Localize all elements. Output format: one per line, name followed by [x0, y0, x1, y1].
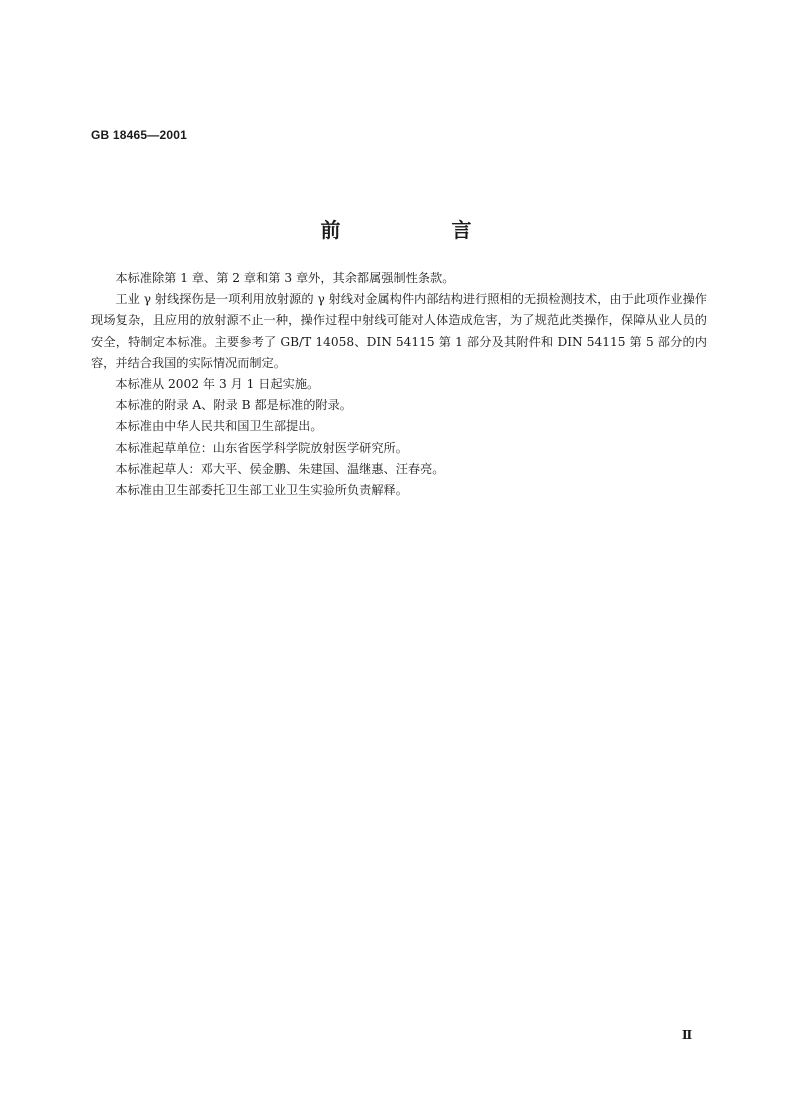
paragraph-interpretation: 本标准由卫生部委托卫生部工业卫生实验所负责解释。: [115, 483, 408, 498]
paragraph-purpose: 工业 γ 射线探伤是一项利用放射源的 γ 射线对金属构件内部结构进行照相的无损检测技术，由于此项作业操作现场复杂，且应用的放射源不止一种，操作过程中射线可能对人体造成危害，为了规范此类操作，保障从业人员的安全，特制定本标准。主要参考了 GB/T 14058、DIN 54115 第 1 部分及其附件和 DIN 54115 第 5 部分的内容，并结合我国的实际情况而制定。: [91, 292, 707, 370]
foreword-body: [91, 268, 707, 501]
paragraph-proposer: 本标准由中华人民共和国卫生部提出。: [115, 419, 323, 434]
page-title: 前 言: [320, 218, 524, 242]
paragraph-drafting-unit: 本标准起草单位：山东省医学科学院放射医学研究所。: [115, 440, 408, 455]
paragraph-drafters: 本标准起草人：邓大平、侯金鹏、朱建国、温继惠、汪春亮。: [115, 461, 445, 476]
paragraph-effective-date: 本标准从 2002 年 3 月 1 日起实施。: [115, 377, 320, 392]
standard-code: GB 18465—2001: [91, 128, 187, 142]
paragraph-mandatory-clauses: 本标准除第 1 章、第 2 章和第 3 章外，其余都属强制性条款。: [115, 271, 455, 285]
paragraph-appendices: 本标准的附录 A、附录 B 都是标准的附录。: [115, 398, 352, 413]
page-number: Ⅱ: [682, 1028, 693, 1042]
